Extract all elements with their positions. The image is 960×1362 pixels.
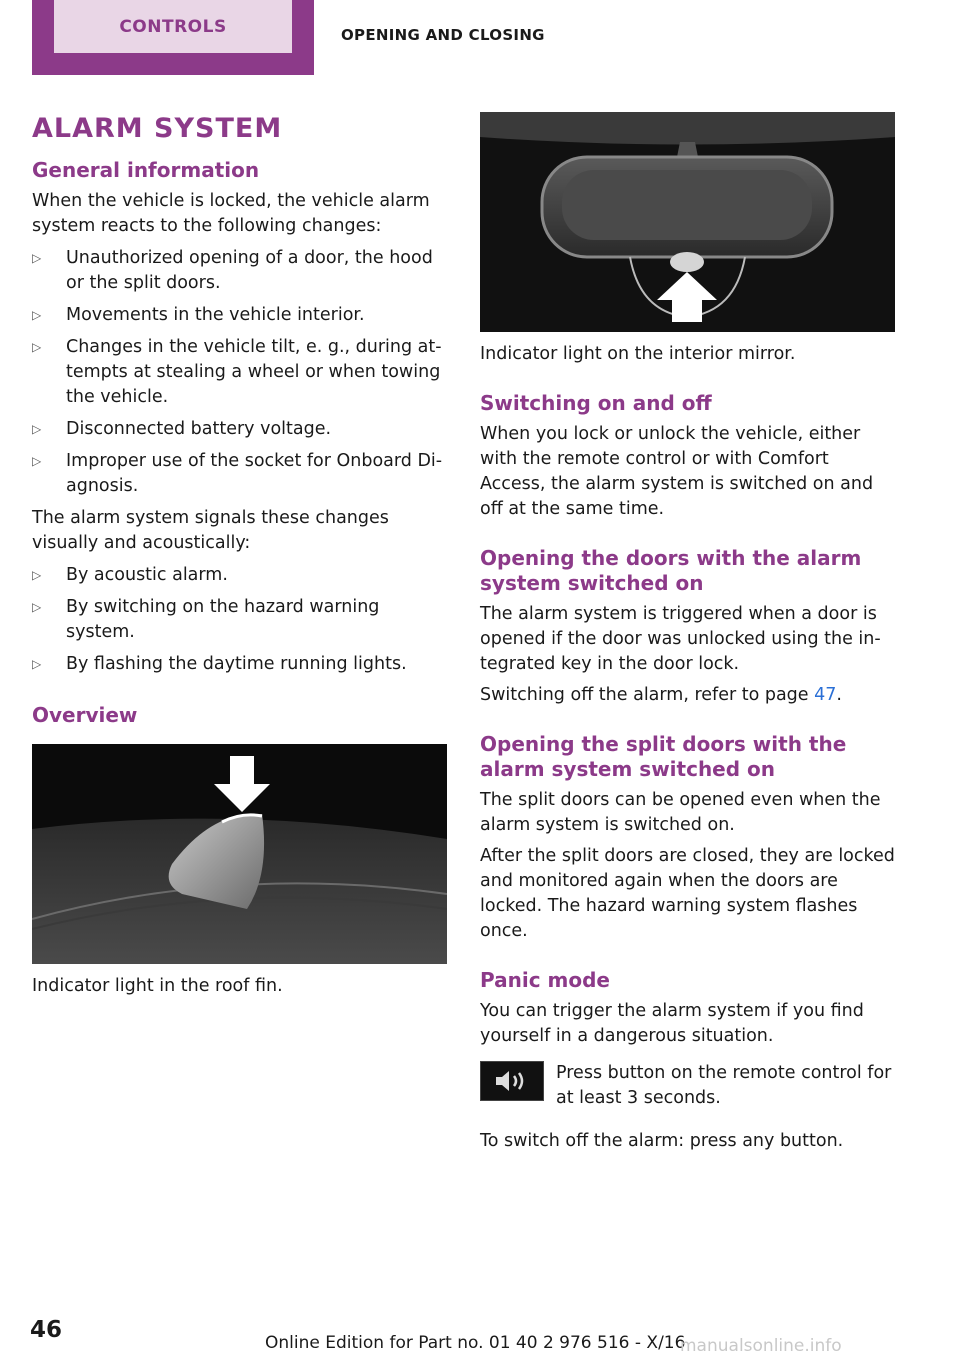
edition-footer: Online Edition for Part no. 01 40 2 976 516 - X/16 bbox=[265, 1333, 686, 1353]
switch-off-reference bbox=[480, 683, 896, 708]
switch-off-prefix: Switching off the alarm, refer to page bbox=[480, 685, 815, 705]
list-item: ▷ By flashing the daytime running lights. bbox=[32, 652, 448, 677]
switch-off-suffix: . bbox=[836, 685, 842, 705]
panic-mode-text: You can trigger the alarm system if you find yourself in a dangerous situation. bbox=[480, 1001, 864, 1046]
doors-text: The alarm system is triggered when a door is opened if the door was unlocked using the in‐ tegrated key in the door lock. bbox=[480, 604, 881, 674]
speaker-glyph bbox=[492, 1068, 532, 1094]
switch-off-alarm-text: To switch off the alarm: press any button. bbox=[480, 1131, 844, 1151]
switching-heading: Switching on and off bbox=[480, 391, 712, 415]
signals-list bbox=[32, 563, 448, 677]
watermark: manualsonline.info bbox=[680, 1336, 842, 1356]
list-item: ▷ Movements in the vehicle interior. bbox=[32, 303, 448, 328]
list-item: ▷ Disconnected battery voltage. bbox=[32, 417, 448, 442]
roof-fin-caption: Indicator light in the roof fin. bbox=[32, 976, 283, 996]
overview-heading: Overview bbox=[32, 703, 138, 727]
signals-intro: The alarm system signals these changes visually and acoustically: bbox=[32, 508, 389, 553]
page-number: 46 bbox=[30, 1317, 63, 1343]
header-tab-label: CONTROLS bbox=[54, 0, 292, 53]
mirror-caption: Indicator light on the interior mirror. bbox=[480, 344, 796, 364]
switching-text: When you lock or unlock the vehicle, either with the remote control or with Comfort Access, the alarm system is switched on and off at the same time. bbox=[480, 424, 874, 519]
section-label: OPENING AND CLOSING bbox=[341, 26, 545, 44]
interior-mirror-image bbox=[480, 112, 895, 332]
list-item: ▷ Changes in the vehicle tilt, e. g., during at‐ tempts at stealing a wheel or when towing the vehicle. bbox=[32, 335, 448, 410]
split-doors-text-2: After the split doors are closed, they are locked and monitored again when the doors are locked. The hazard warning system flashes once. bbox=[480, 846, 895, 941]
panic-mode-heading: Panic mode bbox=[480, 968, 610, 992]
general-information-heading: General information bbox=[32, 158, 260, 182]
general-intro: When the vehicle is locked, the vehicle alarm system reacts to the following changes: bbox=[32, 191, 430, 236]
split-doors-heading: Opening the split doors with the alarm system switched on bbox=[480, 732, 847, 781]
list-item: ▷ Improper use of the socket for Onboard Di‐ agnosis. bbox=[32, 449, 448, 499]
right-column bbox=[480, 112, 896, 1154]
roof-fin-illustration bbox=[32, 744, 447, 964]
mirror-illustration bbox=[480, 112, 895, 332]
page-link[interactable]: 47 bbox=[814, 685, 837, 705]
list-item: ▷ Unauthorized opening of a door, the hood or the split doors. bbox=[32, 246, 448, 296]
changes-list bbox=[32, 246, 448, 499]
split-doors-text-1: The split doors can be opened even when the alarm system is switched on. bbox=[480, 790, 881, 835]
doors-heading: Opening the doors with the alarm system switched on bbox=[480, 546, 862, 595]
left-column bbox=[32, 108, 448, 999]
speaker-icon bbox=[480, 1061, 544, 1101]
list-item: ▷ By acoustic alarm. bbox=[32, 563, 448, 588]
panic-button-text: Press button on the remote control for at least 3 seconds. bbox=[556, 1063, 892, 1108]
list-item: ▷ By switching on the hazard warning system. bbox=[32, 595, 448, 645]
header-tab bbox=[32, 0, 314, 75]
page-title: ALARM SYSTEM bbox=[32, 113, 283, 144]
panic-button-instruction bbox=[480, 1061, 896, 1111]
roof-fin-image bbox=[32, 744, 447, 964]
